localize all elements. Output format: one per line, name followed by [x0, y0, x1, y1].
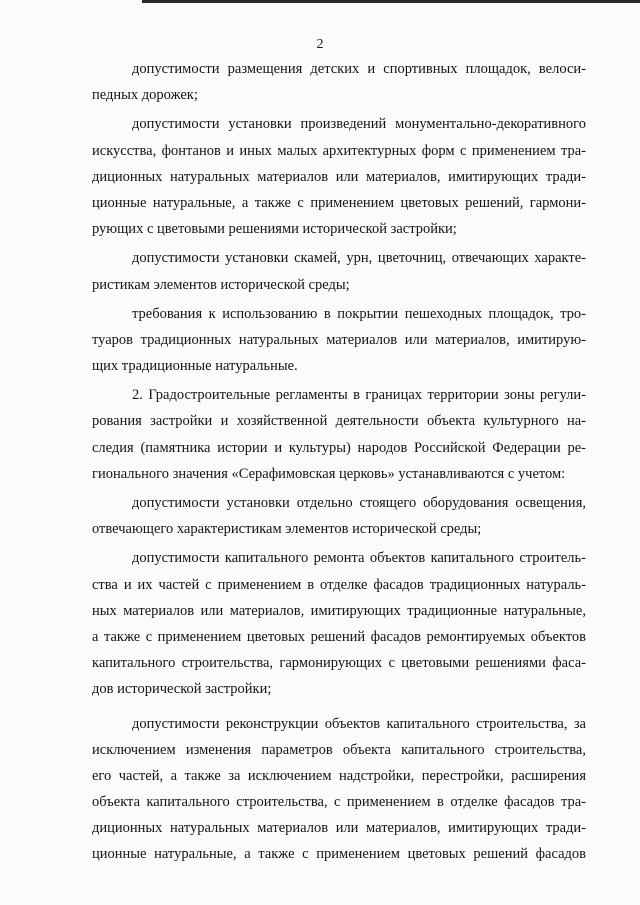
- text-line: его частей, а также за исключением надстройки, перестройки, расширения: [92, 767, 586, 784]
- paragraph: [92, 382, 586, 487]
- text-line: а также с применением цветовых решений фасадов ремонтируемых объектов: [92, 628, 586, 645]
- text-line: допустимости реконструкции объектов капитального строительства, за: [132, 715, 586, 732]
- text-line: щих традиционные натуральные.: [92, 358, 298, 375]
- paragraph: [92, 111, 586, 242]
- text-line: ционные натуральные, а также с применением цветовых решений фасадов: [92, 846, 586, 863]
- text-line: допустимости размещения детских и спортивных площадок, велоси-: [132, 61, 586, 77]
- page-number: 2: [316, 37, 324, 52]
- text-line: диционных натуральных материалов или материалов, имитирующих тради-: [92, 820, 586, 837]
- text-line: искусства, фонтанов и иных малых архитектурных форм с применением тра-: [92, 142, 586, 159]
- text-line: следия (памятника истории и культуры) народов Российской Федерации ре-: [92, 439, 586, 456]
- paragraph: [92, 490, 586, 542]
- text-line: допустимости установки произведений монументально-декоративного: [132, 116, 586, 133]
- document-body: [92, 56, 586, 868]
- paragraph: [92, 301, 586, 380]
- text-line: ства и их частей с применением в отделке фасадов традиционных натураль-: [92, 576, 586, 593]
- text-line: ционные натуральные, а также с применением цветовых решений, гармони-: [92, 194, 586, 211]
- text-line: педных дорожек;: [92, 87, 198, 104]
- text-line: допустимости установки скамей, урн, цветочниц, отвечающих характе-: [132, 250, 586, 267]
- paragraph: [92, 711, 586, 868]
- text-line: объекта капитального строительства, с применением в отделке фасадов тра-: [92, 794, 586, 811]
- text-line: капитального строительства, гармонирующих с цветовыми решениями фаса-: [92, 655, 586, 672]
- text-line: 2. Градостроительные регламенты в границах территории зоны регули-: [132, 387, 586, 404]
- text-line: рующих с цветовыми решениями исторической застройки;: [92, 221, 457, 238]
- text-line: допустимости установки отдельно стоящего оборудования освещения,: [132, 495, 586, 511]
- text-line: допустимости капитального ремонта объектов капитального строитель-: [132, 550, 586, 567]
- text-line: гионального значения «Серафимовская церковь» устанавливаются с учетом:: [92, 465, 566, 482]
- text-line: ристикам элементов исторической среды;: [92, 276, 350, 293]
- text-line: ных материалов или материалов, имитирующих традиционные натуральные,: [92, 602, 586, 619]
- paragraph: [92, 245, 586, 297]
- text-line: рования застройки и хозяйственной деятельности объекта культурного на-: [92, 413, 586, 430]
- text-line: туаров традиционных натуральных материалов или материалов, имитирую-: [92, 331, 586, 348]
- text-line: диционных натуральных материалов или материалов, имитирующих тради-: [92, 168, 586, 185]
- text-line: дов исторической застройки;: [92, 681, 272, 698]
- text-line: требования к использованию в покрытии пешеходных площадок, тро-: [132, 305, 586, 322]
- text-line: отвечающего характеристикам элементов исторической среды;: [92, 521, 482, 538]
- top-border-line: [142, 0, 640, 3]
- paragraph: [92, 56, 586, 108]
- paragraph: [92, 545, 586, 702]
- text-line: исключением изменения параметров объекта капитального строительства,: [92, 741, 586, 758]
